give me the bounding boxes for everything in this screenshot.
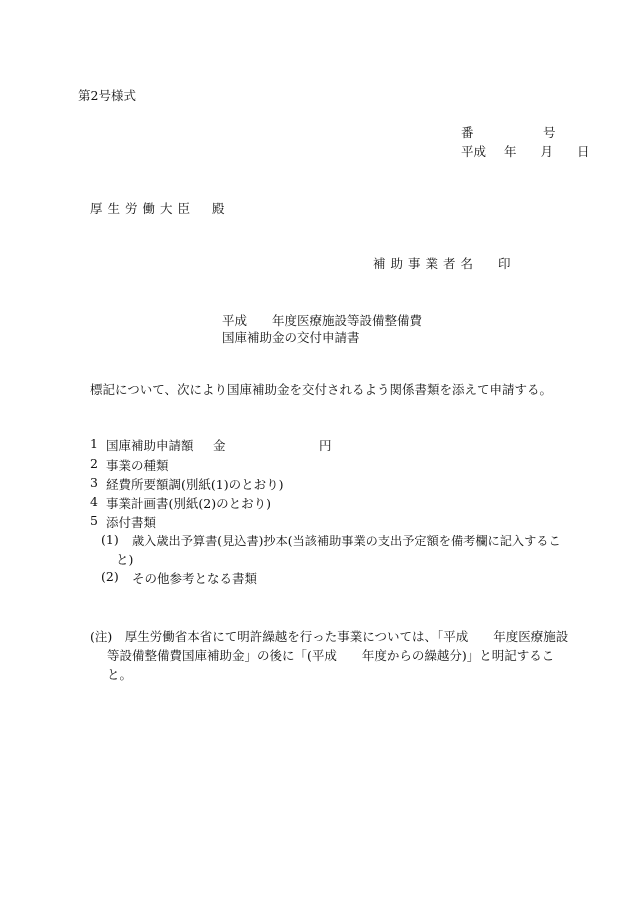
item-1-text: 国庫補助申請額 bbox=[106, 438, 194, 453]
item-1-kin: 金 bbox=[213, 438, 226, 453]
addressee-name: 厚生労働大臣 bbox=[90, 201, 196, 216]
document-number-label: 番 bbox=[461, 125, 474, 140]
item-5-text: 添付書類 bbox=[106, 515, 157, 530]
subitem-1-continuation: と) bbox=[116, 552, 134, 567]
date-line bbox=[461, 142, 589, 160]
subitem-2-number: (2) bbox=[101, 569, 119, 584]
item-2-text: 事業の種類 bbox=[106, 458, 169, 473]
applicant-label: 補助事業者名 bbox=[373, 256, 479, 271]
item-4-number: 4 bbox=[90, 494, 98, 509]
note-paragraph bbox=[90, 627, 569, 684]
subitem-1-text: 歳入歳出予算書(見込書)抄本(当該補助事業の支出予定額を備考欄に記入するこ bbox=[132, 534, 561, 548]
document-number-suffix: 号 bbox=[543, 125, 556, 140]
item-3-text: 経費所要額調(別紙(1)のとおり) bbox=[106, 477, 284, 492]
document-title-line2: 国庫補助金の交付申請書 bbox=[222, 330, 360, 345]
date-year: 年 bbox=[503, 144, 517, 159]
item-1-yen: 円 bbox=[319, 438, 332, 453]
subitem-1-number: (1) bbox=[101, 532, 119, 547]
intro-paragraph: 標記について、次により国庫補助金を交付されるよう関係書類を添えて申請する。 bbox=[90, 382, 553, 397]
date-era: 平成 bbox=[461, 144, 487, 159]
item-4-text: 事業計画書(別紙(2)のとおり) bbox=[106, 496, 271, 511]
addressee-honorific: 殿 bbox=[212, 201, 225, 216]
form-number: 第2号様式 bbox=[78, 88, 136, 103]
date-month: 月 bbox=[540, 144, 553, 159]
seal-mark: 印 bbox=[498, 256, 511, 271]
item-3-number: 3 bbox=[90, 475, 98, 490]
item-5-number: 5 bbox=[90, 513, 98, 528]
document-title-line1: 平成 年度医療施設等設備整備費 bbox=[222, 313, 423, 328]
note-line-1: (注) 厚生労働省本省にて明許繰越を行った事業については、「平成 年度医療施設 bbox=[90, 629, 569, 644]
item-2-number: 2 bbox=[90, 456, 98, 471]
date-day: 日 bbox=[576, 144, 590, 159]
note-line-3: と。 bbox=[107, 667, 133, 682]
item-1-number: 1 bbox=[90, 436, 98, 451]
subitem-2-text: その他参考となる書類 bbox=[132, 571, 258, 586]
note-line-2: 等設備整備費国庫補助金」の後に「(平成 年度からの繰越分)」と明記するこ bbox=[107, 648, 555, 663]
